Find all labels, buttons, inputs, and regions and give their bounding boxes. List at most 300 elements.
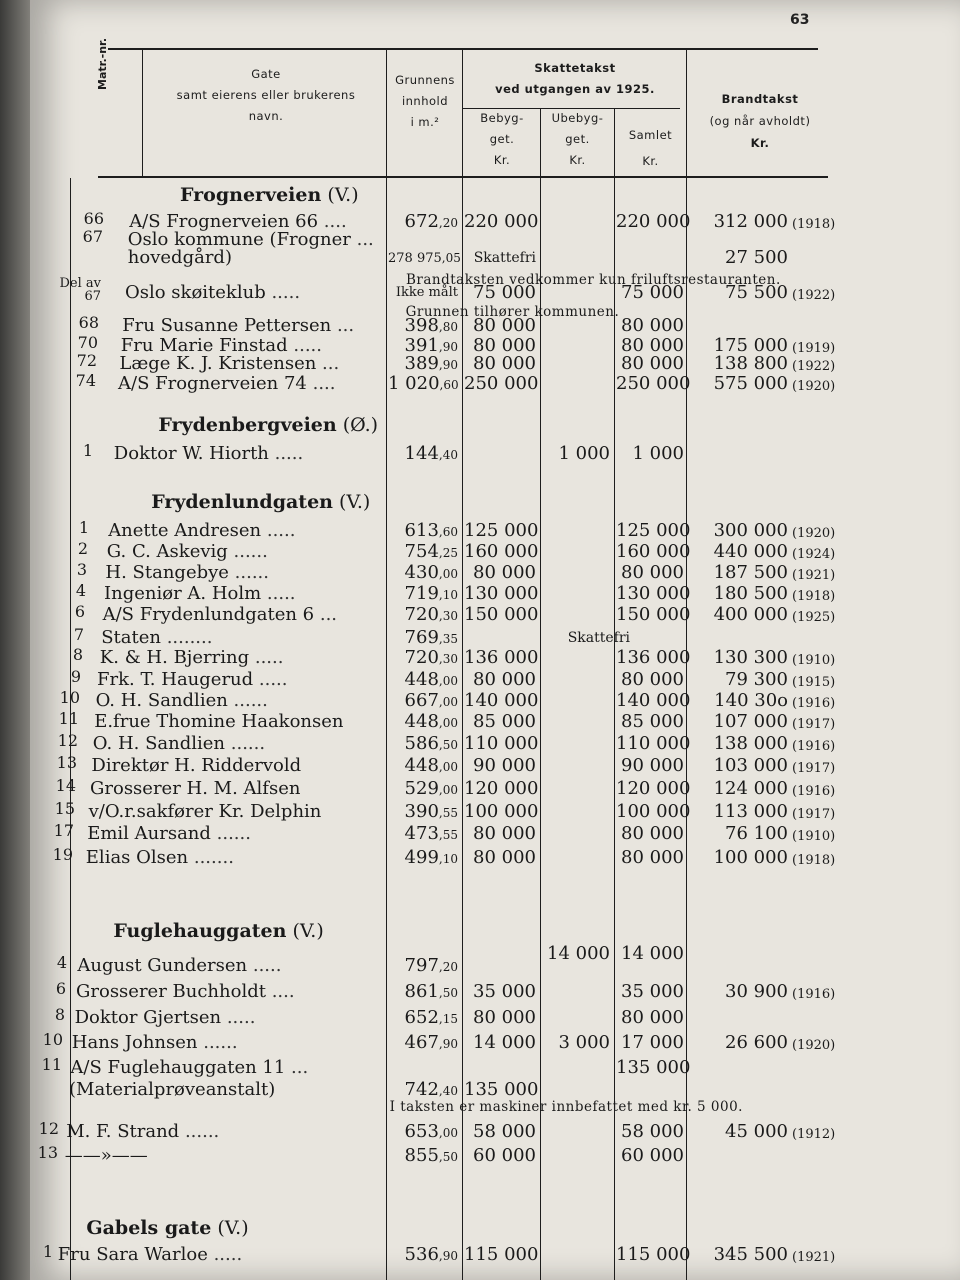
grunn-area	[388, 316, 458, 337]
grunn-frac: ,90	[438, 340, 458, 354]
bebygget-value: 220 000	[464, 211, 539, 232]
owner-name: Frk. T. Haugerud .....	[97, 669, 288, 690]
leader-dots: .......	[188, 847, 234, 868]
brandtakst-year: (1916)	[792, 784, 836, 799]
matr-number: 10	[42, 1030, 63, 1049]
samlet-value: 120 000	[616, 778, 691, 799]
brandtakst-value: 138 000	[713, 733, 788, 754]
grunn-area	[388, 648, 458, 669]
brandtakst-value: 107 000	[713, 711, 788, 732]
owner-name: Oslo skøiteklub .....	[125, 282, 301, 303]
grunn-area	[388, 848, 458, 869]
brandtakst-year: (1922)	[792, 359, 836, 374]
bebygget-value: 90 000	[473, 755, 536, 776]
leader-dots: .....	[261, 520, 296, 541]
grunn-int: 278 975	[388, 251, 442, 266]
owner-name: O. H. Sandlien ......	[92, 733, 266, 754]
grunn-int: 653	[404, 1121, 439, 1142]
leader-dots: ......	[227, 541, 268, 562]
owner-name: K. & H. Bjerring .....	[99, 647, 284, 668]
brandtakst-value: 140 30o	[714, 690, 788, 711]
page-number: 63	[790, 12, 810, 28]
bebygget-value: 58 000	[473, 1121, 536, 1142]
owner-name: Fru Marie Finstad .....	[120, 335, 323, 356]
bebygget-value: 80 000	[473, 562, 536, 583]
brandtakst-year: (1917)	[792, 761, 836, 776]
grunn-frac: ,20	[438, 960, 458, 974]
header-gate-line2: samt eierens eller brukerens	[176, 88, 356, 102]
leader-dots: ...	[285, 1057, 309, 1078]
brandtakst-value: 175 000	[713, 335, 788, 356]
grunn-area	[388, 444, 458, 465]
samlet-value: 1 000	[632, 443, 684, 464]
bebygget-value: 160 000	[464, 541, 539, 562]
header-ubeb-line2: get.	[565, 132, 590, 146]
samlet-value: 80 000	[621, 823, 684, 844]
grunn-frac: ,00	[438, 783, 458, 797]
brandtakst-year: (1918)	[792, 589, 836, 604]
grunn-area	[388, 756, 458, 777]
matr-number: 4	[75, 581, 86, 600]
grunn-area	[388, 605, 458, 626]
grunn-int: 672	[404, 211, 439, 232]
bebygget-value: 80 000	[473, 669, 536, 690]
grunn-int: 391	[404, 335, 439, 356]
brandtakst-value: 575 000	[713, 373, 788, 394]
section-name: Frydenbergveien	[158, 414, 337, 436]
header-brand-line2: (og når avholdt)	[709, 114, 811, 128]
matr-number: 11	[58, 709, 79, 728]
samlet-value: 160 000	[616, 541, 691, 562]
owner-name: Hans Johnsen ......	[71, 1032, 238, 1053]
grunn-int: 855	[404, 1145, 439, 1166]
table-note: Brandtaksten vedkommer kun friluftsrestauranten.	[406, 272, 781, 288]
samlet-value: 80 000	[621, 1007, 684, 1028]
brandtakst-year: (1917)	[792, 717, 836, 732]
matr-number: 74	[75, 371, 96, 390]
owner-name: Grosserer Buchholdt ....	[76, 981, 295, 1002]
brandtakst-year: (1925)	[792, 610, 836, 625]
leader-dots: ......	[227, 690, 268, 711]
grunn-int: 769	[404, 627, 439, 648]
leader-dots: .....	[265, 282, 301, 303]
grunn-frac: ,50	[438, 986, 458, 1000]
grunn-area	[388, 691, 458, 712]
owner-name: Læge K. J. Kristensen ...	[119, 353, 340, 374]
grunn-area	[388, 563, 458, 584]
grunn-area	[388, 248, 461, 269]
bebygget-value: 35 000	[473, 981, 536, 1002]
leader-dots: ...	[314, 604, 338, 625]
leader-dots: .....	[221, 1007, 256, 1028]
owner-name: G. C. Askevig ......	[106, 541, 268, 562]
ubebygget-value: Skattefri	[567, 630, 630, 646]
brandtakst-value: 45 000	[725, 1121, 788, 1142]
header-grunn-line3: i m.²	[410, 115, 440, 129]
brandtakst-year: (1916)	[792, 739, 836, 754]
grunn-frac: ,20	[438, 216, 458, 230]
section-district: (Ø.)	[336, 414, 379, 436]
bebygget-value: 115 000	[464, 1244, 539, 1265]
brandtakst-year: (1922)	[792, 288, 836, 303]
grunn-int: 448	[404, 711, 439, 732]
owner-name: Grosserer H. M. Alfsen	[90, 778, 301, 799]
grunn-frac: ,55	[438, 806, 458, 820]
header-gate-line1: Gate	[251, 67, 281, 81]
leader-dots: ......	[228, 562, 270, 583]
grunn-frac: ,80	[438, 320, 458, 334]
grunn-int: 398	[404, 315, 439, 336]
leader-dots: ......	[179, 1121, 220, 1142]
grunn-area	[388, 956, 458, 977]
samlet-value: 110 000	[616, 733, 691, 754]
grunn-int: 586	[404, 733, 439, 754]
brandtakst-value: 124 000	[713, 778, 788, 799]
matr-number: 14	[55, 776, 76, 795]
owner-name: O. H. Sandlien ......	[95, 690, 268, 711]
owner-name: Elias Olsen .......	[85, 847, 234, 868]
grunn-int: 754	[404, 541, 439, 562]
brandtakst-value: 440 000	[713, 541, 788, 562]
matr-number: 66	[83, 209, 104, 228]
owner-name: Emil Aursand ......	[87, 823, 251, 844]
grunn-int: 529	[404, 778, 439, 799]
owner-name: Anette Andresen .....	[108, 520, 296, 541]
header-skatt-line1: Skattetakst	[534, 61, 616, 75]
samlet-value: 58 000	[621, 1121, 684, 1142]
grunn-int: 1 020	[388, 373, 440, 394]
leader-dots: ...	[316, 353, 340, 374]
owner-name: Doktor Gjertsen .....	[74, 1007, 256, 1028]
grunn-frac: ,30	[438, 652, 458, 666]
grunn-int: 499	[404, 847, 439, 868]
leader-dots: .....	[249, 647, 284, 668]
samlet-value: 35 000	[621, 981, 684, 1002]
grunn-area	[388, 374, 458, 395]
bebygget-value: 110 000	[464, 733, 539, 754]
bebygget-value: 136 000	[464, 647, 539, 668]
matr-number: 8	[72, 645, 83, 664]
samlet-value: 150 000	[616, 604, 691, 625]
brandtakst-value: 27 500	[725, 247, 788, 268]
grunn-frac: ,15	[438, 1012, 458, 1026]
grunn-frac: ,00	[438, 716, 458, 730]
brandtakst-year: (1918)	[792, 853, 836, 868]
brandtakst-value: 75 500	[725, 282, 788, 303]
section-name: Frognerveien	[180, 184, 322, 206]
samlet-value: 115 000	[616, 1244, 691, 1265]
brandtakst-year: (1916)	[792, 987, 836, 1002]
bebygget-value: 14 000	[473, 1032, 536, 1053]
leader-dots: ....	[318, 211, 347, 232]
grunn-frac: ,55	[438, 828, 458, 842]
grunn-int: 144	[404, 443, 439, 464]
brandtakst-value: 76 100	[725, 823, 788, 844]
leader-dots: .....	[287, 335, 323, 356]
matr-number: 2	[77, 539, 88, 558]
header-saml-line1: Samlet	[628, 128, 673, 142]
header-brand-line3: Kr.	[750, 136, 770, 150]
bebygget-value: 80 000	[473, 847, 536, 868]
brandtakst-value: 113 000	[713, 801, 788, 822]
leader-dots: .....	[253, 669, 288, 690]
matr-number: 67	[82, 227, 103, 246]
samlet-value: 80 000	[621, 847, 684, 868]
ubebygget-value: 1 000	[558, 443, 610, 464]
owner-name: A/S Frognerveien 74 ....	[118, 373, 336, 394]
ubebygget-value: 3 000	[558, 1032, 610, 1053]
owner-name: A/S Fuglehauggaten 11 ...	[70, 1057, 309, 1078]
grunn-int: 430	[404, 562, 439, 583]
brandtakst-value: 103 000	[713, 755, 788, 776]
samlet-value: 135 000	[616, 1057, 691, 1078]
bebygget-value: 100 000	[464, 801, 539, 822]
bebygget-value: 80 000	[473, 353, 536, 374]
grunn-area	[388, 1146, 458, 1167]
grunn-frac: ,60	[439, 378, 459, 392]
bebygget-value: 60 000	[473, 1145, 536, 1166]
owner-name: Direktør H. Riddervold	[91, 755, 302, 776]
grunn-area	[388, 1122, 458, 1143]
section-heading	[180, 185, 359, 205]
section-heading	[86, 1218, 248, 1238]
grunn-frac: ,10	[438, 852, 458, 866]
brandtakst-value: 79 300	[725, 669, 788, 690]
bebygget-value: 80 000	[473, 335, 536, 356]
grunn-int: 467	[404, 1032, 439, 1053]
leader-dots: ...	[331, 315, 355, 336]
grunn-frac: ,00	[438, 695, 458, 709]
owner-name: Fru Sara Warloe .....	[57, 1244, 243, 1265]
samlet-value: 85 000	[621, 711, 684, 732]
matr-number: 4	[56, 953, 67, 972]
grunn-frac: ,30	[438, 609, 458, 623]
owner-name: H. Stangebye ......	[105, 562, 270, 583]
grunn-frac: ,35	[438, 632, 458, 646]
section-district: (V.)	[333, 491, 371, 513]
grunn-int: 861	[404, 981, 439, 1002]
section-heading	[113, 921, 323, 941]
brandtakst-value: 400 000	[713, 604, 788, 625]
matr-number: 6	[55, 979, 66, 998]
section-name: Fuglehauggaten	[113, 920, 287, 942]
grunn-int: 390	[404, 801, 439, 822]
bebygget-value: Skattefri	[473, 250, 536, 266]
brandtakst-year: (1920)	[792, 1038, 836, 1053]
owner-name: A/S Frognerveien 66 ....	[129, 211, 347, 232]
samlet-value: 14 000	[621, 943, 684, 964]
brandtakst-year: (1920)	[792, 526, 836, 541]
grunn-frac: ,00	[438, 674, 458, 688]
matr-number: 13	[56, 753, 77, 772]
section-district: (V.)	[321, 184, 359, 206]
samlet-value: 125 000	[616, 520, 691, 541]
brandtakst-value: 300 000	[713, 520, 788, 541]
samlet-value: 60 000	[621, 1145, 684, 1166]
samlet-value: 80 000	[621, 335, 684, 356]
bebygget-value: 85 000	[473, 711, 536, 732]
owner-name: Doktor W. Hiorth .....	[113, 443, 304, 464]
matr-number: 3	[76, 560, 87, 579]
grunn-area	[388, 779, 458, 800]
grunn-area	[388, 542, 458, 563]
grunn-frac: ,90	[438, 1037, 458, 1051]
owner-name: (Materialprøveanstalt)	[69, 1079, 276, 1100]
header-grunn-line2: innhold	[401, 94, 449, 108]
grunn-frac: ,50	[438, 1150, 458, 1164]
matr-number: 10	[59, 688, 80, 707]
table-note: Grunnen tilhører kommunen.	[405, 304, 620, 320]
grunn-int: 667	[404, 690, 439, 711]
header-beb-line1: Bebyg-	[480, 111, 524, 125]
samlet-value: 250 000	[616, 373, 691, 394]
matr-number: Del av 67	[59, 276, 101, 304]
grunn-frac: ,40	[438, 1084, 458, 1098]
matr-number: 1	[82, 441, 93, 460]
grunn-int: 797	[404, 955, 439, 976]
grunn-area	[388, 354, 458, 375]
samlet-value: 136 000	[616, 647, 691, 668]
header-saml-line2: Kr.	[642, 154, 659, 168]
header-beb-line2: get.	[489, 132, 515, 146]
header-skatt-line2: ved utgangen av 1925.	[495, 82, 655, 96]
section-name: Gabels gate	[86, 1217, 212, 1239]
section-district: (V.)	[286, 920, 324, 942]
samlet-value: 80 000	[621, 562, 684, 583]
samlet-value: 80 000	[621, 669, 684, 690]
brandtakst-value: 138 800	[713, 353, 788, 374]
brandtakst-value: 30 900	[725, 981, 788, 1002]
owner-name: A/S Frydenlundgaten 6 ...	[102, 604, 338, 625]
matr-number: 19	[52, 845, 73, 864]
brandtakst-year: (1921)	[792, 1250, 836, 1265]
grunn-frac: ,90	[438, 1249, 458, 1263]
samlet-value: 130 000	[616, 583, 691, 604]
owner-name: Oslo kommune (Frogner ...	[127, 229, 374, 250]
grunn-int: 720	[404, 647, 439, 668]
grunn-int: 536	[404, 1244, 439, 1265]
table-note: I taksten er maskiner innbefattet med kr. 5 000.	[389, 1099, 743, 1115]
owner-name: Staten ........	[101, 627, 213, 648]
grunn-int: 652	[404, 1007, 439, 1028]
bebygget-value: 130 000	[464, 583, 539, 604]
grunn-area	[388, 982, 458, 1003]
matr-number: 17	[53, 821, 74, 840]
grunn-int: 473	[404, 823, 439, 844]
brandtakst-year: (1924)	[792, 547, 836, 562]
grunn-area	[388, 283, 458, 303]
samlet-value: 80 000	[621, 353, 684, 374]
matr-number: 70	[77, 333, 98, 352]
brandtakst-year: (1919)	[792, 341, 836, 356]
grunn-int: 389	[404, 353, 439, 374]
matr-number: 72	[76, 351, 97, 370]
bebygget-value: 150 000	[464, 604, 539, 625]
brandtakst-value: 100 000	[713, 847, 788, 868]
brandtakst-value: 187 500	[713, 562, 788, 583]
header-grunn-line1: Grunnens	[395, 73, 455, 87]
owner-name: hovedgård)	[127, 247, 232, 268]
grunn-area	[388, 1245, 458, 1266]
grunn-int: 742	[404, 1079, 439, 1100]
brandtakst-value: 130 300	[713, 647, 788, 668]
leader-dots: .....	[261, 583, 296, 604]
matr-number: 15	[54, 799, 75, 818]
brandtakst-year: (1910)	[792, 829, 836, 844]
matr-number: 1	[42, 1242, 53, 1261]
grunn-area	[388, 712, 458, 733]
section-district: (V.)	[211, 1217, 249, 1239]
grunn-frac: ,40	[438, 448, 458, 462]
matr-number: 11	[41, 1055, 62, 1074]
leader-dots: ........	[160, 627, 213, 648]
owner-name: Fru Susanne Pettersen ...	[122, 315, 355, 336]
leader-dots: ......	[210, 823, 251, 844]
grunn-int: 720	[404, 604, 439, 625]
leader-dots: .....	[268, 443, 304, 464]
grunn-area	[388, 212, 458, 233]
grunn-frac: ,50	[438, 738, 458, 752]
brandtakst-year: (1921)	[792, 568, 836, 583]
leader-dots: ......	[225, 733, 266, 754]
brandtakst-year: (1916)	[792, 696, 836, 711]
grunn-int: 448	[404, 669, 439, 690]
grunn-int: 719	[404, 583, 439, 604]
grunn-int: 448	[404, 755, 439, 776]
brandtakst-year: (1912)	[792, 1127, 836, 1142]
brandtakst-year: (1910)	[792, 653, 836, 668]
section-heading	[158, 415, 378, 435]
owner-name: August Gundersen .....	[77, 955, 282, 976]
section-heading	[151, 492, 370, 512]
grunn-area	[388, 1033, 458, 1054]
grunn-int: Ikke målt	[395, 285, 458, 300]
leader-dots: ...	[350, 229, 374, 250]
brandtakst-year: (1918)	[792, 217, 836, 232]
leader-dots: .....	[207, 1244, 243, 1265]
grunn-frac: ,05	[441, 251, 461, 265]
grunn-int: 613	[404, 520, 439, 541]
matr-number: 9	[70, 667, 81, 686]
bebygget-value: 80 000	[473, 315, 536, 336]
grunn-area	[388, 734, 458, 755]
grunn-area	[388, 802, 458, 823]
leader-dots: ......	[197, 1032, 238, 1053]
brandtakst-year: (1920)	[792, 379, 836, 394]
grunn-frac: ,10	[438, 588, 458, 602]
owner-name: ——»——	[64, 1145, 148, 1166]
grunn-frac: ,00	[438, 1126, 458, 1140]
samlet-value: 140 000	[616, 690, 691, 711]
owner-name: v/O.r.sakfører Kr. Delphin	[88, 801, 322, 822]
grunn-frac: ,25	[438, 546, 458, 560]
matr-number: 68	[78, 313, 99, 332]
owner-name: E.frue Thomine Haakonsen	[94, 711, 344, 732]
samlet-value: 220 000	[616, 211, 691, 232]
grunn-frac: ,00	[438, 760, 458, 774]
grunn-frac: ,00	[438, 567, 458, 581]
owner-name: M. F. Strand ......	[66, 1121, 220, 1142]
grunn-area	[388, 521, 458, 542]
brandtakst-year: (1917)	[792, 807, 836, 822]
header-ubeb-line3: Kr.	[569, 153, 586, 167]
samlet-value: 17 000	[621, 1032, 684, 1053]
header-brand-line1: Brandtakst	[721, 92, 799, 106]
matr-number: 12	[38, 1119, 59, 1138]
header-matr: Matr.-nr.	[96, 37, 109, 90]
matr-number: 6	[74, 602, 85, 621]
brandtakst-year: (1915)	[792, 675, 836, 690]
